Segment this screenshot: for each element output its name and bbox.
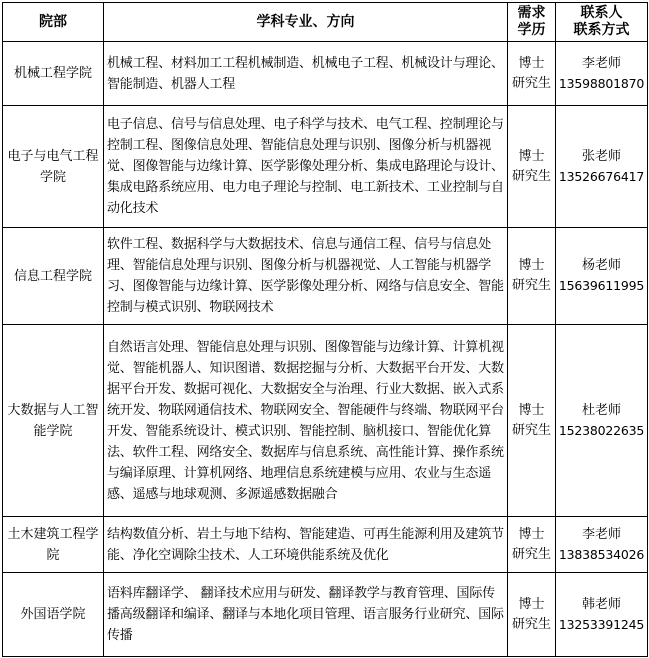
table-row: [3, 42, 648, 106]
degree-line1: 博士: [518, 258, 545, 273]
table-row: [3, 573, 648, 657]
header-contact-line1: 联系人: [580, 5, 623, 21]
table-row: [3, 106, 648, 228]
contact-name: 韩老师: [581, 596, 621, 612]
college-name: 土木建筑工程学院: [3, 517, 104, 573]
degree-line2: 研究生: [511, 168, 551, 184]
contact-name: 杜老师: [581, 402, 621, 418]
contact-info: [556, 573, 648, 657]
degree-line2: 研究生: [511, 75, 551, 91]
majors-list: 自然语言处理、智能信息处理与识别、图像智能与边缘计算、计算机视觉、智能机器人、知识图谱、数据挖掘与分析、大数据平台开发、大数据平台开发、数据可视化、大数据安全与治理、行业大数据、嵌入式系统开发、物联网通信技术、物联网安全、智能硬件与终端、物联网平台开发、智能系统设计、模式识别、智能控制、脑机接口、智能优化算法、软件工程、网络安全、数据库与信息系统、高性能计算、操作系统与编译原理、计算机网络、地理信息系统建模与应用、农业与生态遥感、遥感与地球观测、多源遥感数据融合: [104, 325, 508, 517]
contact-info: [556, 228, 648, 325]
degree-requirement: [508, 106, 556, 228]
college-name: 机械工程学院: [3, 42, 104, 106]
degree-requirement: [508, 573, 556, 657]
degree-requirement: [508, 325, 556, 517]
majors-list: 电子信息、信号与信息处理、电子科学与技术、电气工程、控制理论与控制工程、图像信息处理、智能信息处理与识别、图像分析与机器视觉、图像智能与边缘计算、医学影像处理分析、集成电路理论与设计、集成电路系统应用、电力电子理论与控制、电工新技术、工业控制与自动化技术: [104, 106, 508, 228]
degree-requirement: [508, 42, 556, 106]
college-name: 外国语学院: [3, 573, 104, 657]
degree-line1: 博士: [518, 148, 545, 164]
contact-name: 张老师: [581, 148, 621, 164]
majors-list: 机械工程、材料加工工程机械制造、机械电子工程、机械设计与理论、智能制造、机器人工程: [104, 42, 508, 106]
contact-name: 杨老师: [581, 258, 621, 273]
header-contact: [556, 3, 648, 42]
recruitment-table: [2, 2, 648, 657]
contact-info: [556, 517, 648, 573]
header-degree: [508, 3, 556, 42]
degree-requirement: [508, 228, 556, 325]
degree-line1: 博士: [518, 55, 545, 71]
header-college: 院部: [3, 3, 104, 42]
table-row: [3, 517, 648, 573]
degree-line1: 博士: [518, 526, 545, 542]
degree-line2: 研究生: [511, 278, 551, 293]
contact-phone: 13253391245: [558, 616, 645, 632]
contact-phone: 15238022635: [558, 422, 645, 438]
table-row: [3, 228, 648, 325]
contact-phone: 15639611995: [558, 278, 645, 293]
majors-list: 结构数值分析、岩土与地下结构、智能建造、可再生能源利用及建筑节能、净化空调除尘技术、人工环境供能系统及优化: [104, 517, 508, 573]
contact-info: [556, 42, 648, 106]
header-degree-line2: 学历: [517, 22, 546, 38]
contact-phone: 13598801870: [558, 75, 645, 91]
contact-info: [556, 325, 648, 517]
contact-phone: 13838534026: [558, 546, 645, 562]
majors-list: 语料库翻译学、 翻译技术应用与研发、翻译教学与教育管理、国际传播高级翻译和编译、翻译与本地化项目管理、语言服务行业研究、国际传播: [104, 573, 508, 657]
header-majors: 学科专业、方向: [104, 3, 508, 42]
degree-line2: 研究生: [511, 422, 551, 438]
contact-phone: 13526676417: [558, 168, 645, 184]
degree-requirement: [508, 517, 556, 573]
header-contact-line2: 联系方式: [573, 22, 630, 38]
degree-line1: 博士: [518, 596, 545, 612]
contact-name: 李老师: [581, 55, 621, 71]
contact-info: [556, 106, 648, 228]
college-name: 电子与电气工程学院: [3, 106, 104, 228]
degree-line1: 博士: [518, 402, 545, 418]
header-row: [3, 3, 648, 42]
header-degree-line1: 需求: [517, 5, 546, 21]
degree-line2: 研究生: [511, 616, 551, 632]
college-name: 大数据与人工智能学院: [3, 325, 104, 517]
college-name: 信息工程学院: [3, 228, 104, 325]
table-row: [3, 325, 648, 517]
contact-name: 李老师: [581, 526, 621, 542]
majors-list: 软件工程、数据科学与大数据技术、信息与通信工程、信号与信息处理、智能信息处理与识别、图像分析与机器视觉、人工智能与机器学习、图像智能与边缘计算、医学影像处理分析、网络与信息安全、智能控制与模式识别、物联网技术: [104, 228, 508, 325]
degree-line2: 研究生: [511, 546, 551, 562]
